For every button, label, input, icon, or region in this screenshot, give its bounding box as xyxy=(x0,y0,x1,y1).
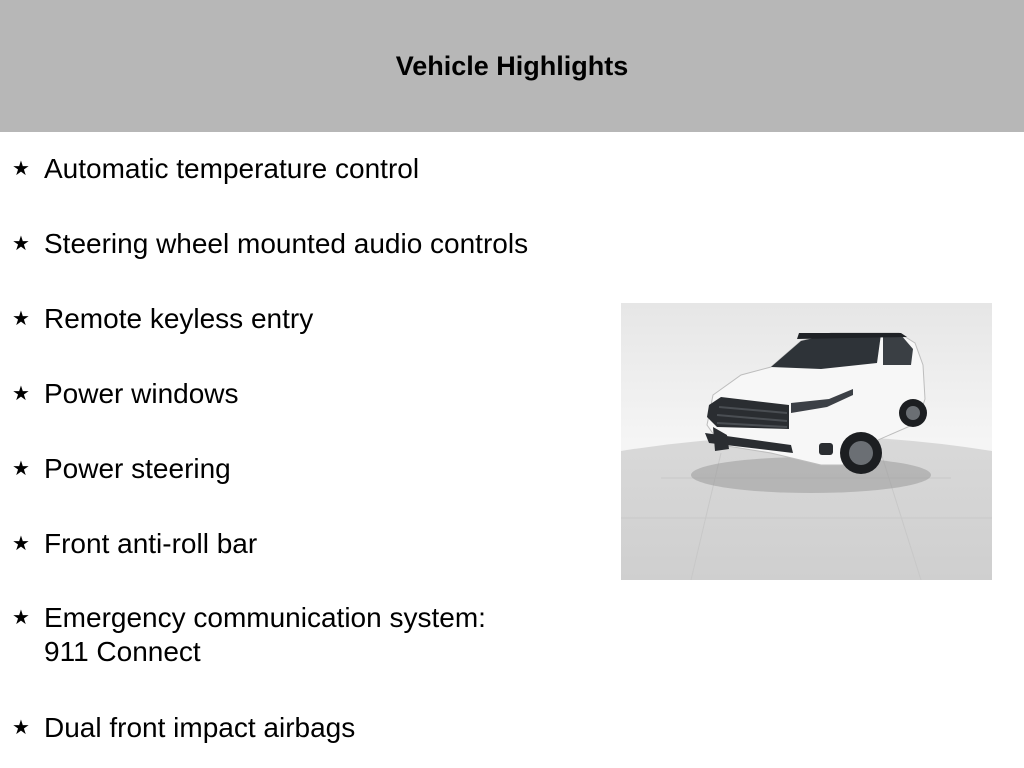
highlight-label: Automatic temperature control xyxy=(44,153,420,184)
star-icon: ★ xyxy=(12,383,30,405)
star-icon: ★ xyxy=(12,717,30,739)
list-item xyxy=(0,601,600,669)
star-icon: ★ xyxy=(12,308,30,330)
highlight-label: Dual front impact airbags xyxy=(44,712,356,743)
highlight-label: Emergency communication system: 911 Connect xyxy=(44,602,486,667)
star-icon: ★ xyxy=(12,158,30,180)
page-title: Vehicle Highlights xyxy=(395,50,629,81)
star-icon: ★ xyxy=(12,233,30,255)
list-item xyxy=(0,377,600,411)
list-item xyxy=(0,152,600,186)
list-item xyxy=(0,302,600,336)
star-icon: ★ xyxy=(12,607,30,629)
highlight-label: Front anti-roll bar xyxy=(44,528,258,559)
highlight-label: Remote keyless entry xyxy=(44,303,314,334)
list-item xyxy=(0,527,600,561)
star-icon: ★ xyxy=(12,533,30,555)
vehicle-photo xyxy=(621,303,992,580)
highlight-label: Power steering xyxy=(44,453,231,484)
list-item xyxy=(0,227,600,261)
highlights-header xyxy=(0,0,1024,132)
suv-illustration xyxy=(621,303,992,580)
highlight-label: Steering wheel mounted audio controls xyxy=(44,228,529,259)
list-item xyxy=(0,452,600,486)
list-item xyxy=(0,711,600,745)
highlight-label: Power windows xyxy=(44,378,239,409)
star-icon: ★ xyxy=(12,458,30,480)
